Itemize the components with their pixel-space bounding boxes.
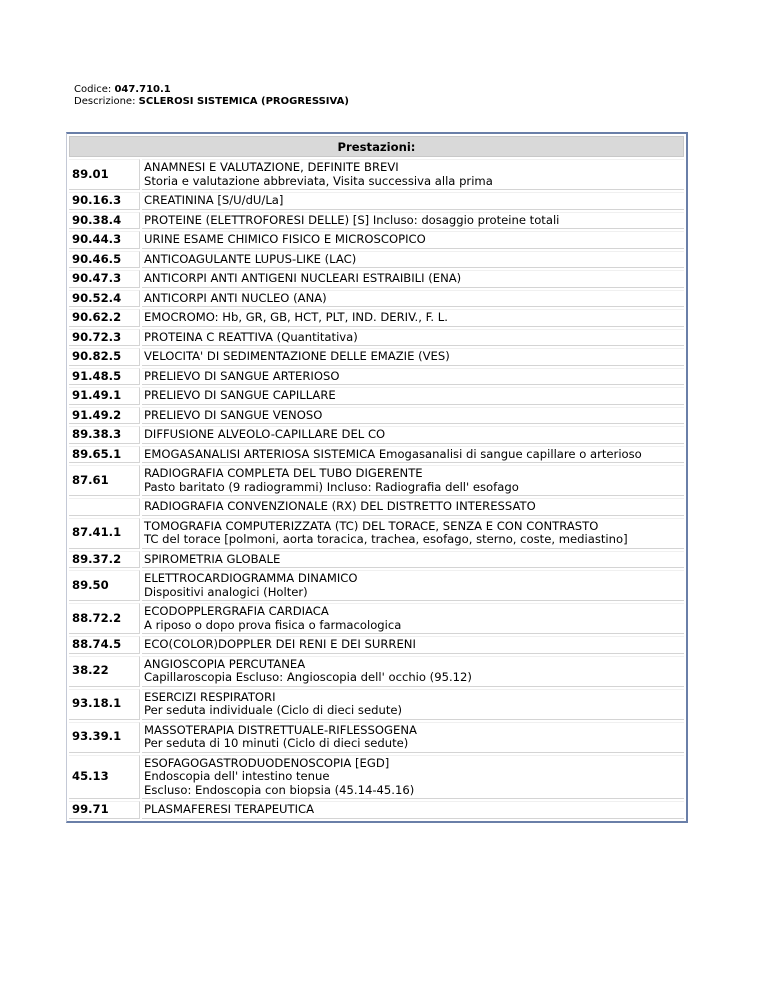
prestazione-description <box>142 465 684 496</box>
prestazione-description <box>142 755 684 800</box>
prestazione-description <box>142 636 684 654</box>
prestazione-description <box>142 159 684 190</box>
prestazione-code: 90.62.2 <box>69 309 140 327</box>
description-line: ELETTROCARDIOGRAMMA DINAMICO <box>144 571 358 585</box>
table-row <box>69 570 684 601</box>
prestazione-description <box>142 722 684 753</box>
prestazione-description <box>142 551 684 569</box>
description-line: DIFFUSIONE ALVEOLO-CAPILLARE DEL CO <box>144 427 386 441</box>
prestazione-description <box>142 498 684 516</box>
prestazione-code: 89.01 <box>69 159 140 190</box>
prestazione-description <box>142 290 684 308</box>
prestazione-code: 89.37.2 <box>69 551 140 569</box>
prestazione-description <box>142 231 684 249</box>
prestazione-description <box>142 348 684 366</box>
prestazione-description <box>142 270 684 288</box>
prestazione-code: 91.49.2 <box>69 407 140 425</box>
description-line: PRELIEVO DI SANGUE ARTERIOSO <box>144 368 340 383</box>
description-line: PLASMAFERESI TERAPEUTICA <box>144 802 315 816</box>
prestazione-description <box>142 387 684 405</box>
description-line: Storia e valutazione abbreviata, Visita successiva alla prima <box>144 173 493 188</box>
table-row <box>69 270 684 288</box>
descrizione-value: SCLEROSI SISTEMICA (PROGRESSIVA) <box>138 96 349 107</box>
description-line: SPIROMETRIA GLOBALE <box>144 551 281 566</box>
document-header <box>74 84 349 108</box>
description-line: ESOFAGOGASTRODUODENOSCOPIA [EGD] <box>144 755 390 770</box>
table-title: Prestazioni: <box>69 136 684 157</box>
description-line: RADIOGRAFIA COMPLETA DEL TUBO DIGERENTE <box>144 466 423 480</box>
prestazione-description <box>142 518 684 549</box>
descrizione-line <box>74 96 349 108</box>
table-row <box>69 551 684 569</box>
prestazione-code: 90.72.3 <box>69 329 140 347</box>
prestazione-description <box>142 192 684 210</box>
description-line: PROTEINA C REATTIVA (Quantitativa) <box>144 329 358 344</box>
table-row <box>69 309 684 327</box>
prestazione-code: 93.18.1 <box>69 689 140 720</box>
description-line: MASSOTERAPIA DISTRETTUALE-RIFLESSOGENA <box>144 722 417 737</box>
description-line: PRELIEVO DI SANGUE VENOSO <box>144 407 323 422</box>
prestazione-code: 90.82.5 <box>69 348 140 366</box>
description-line: CREATININA [S/U/dU/La] <box>144 193 284 207</box>
table-row <box>69 212 684 230</box>
table-row <box>69 603 684 634</box>
prestazioni-table <box>66 132 688 823</box>
table-row <box>69 192 684 210</box>
description-line: ANTICORPI ANTI ANTIGENI NUCLEARI ESTRAIBILI (ENA) <box>144 271 462 285</box>
prestazione-description <box>142 309 684 327</box>
prestazione-code <box>69 498 140 516</box>
prestazione-code: 88.72.2 <box>69 603 140 634</box>
prestazioni-table-container <box>68 132 686 823</box>
description-line: TOMOGRAFIA COMPUTERIZZATA (TC) DEL TORACE, SENZA E CON CONTRASTO <box>144 518 599 533</box>
prestazione-description <box>142 368 684 386</box>
prestazione-code: 90.47.3 <box>69 270 140 288</box>
description-line: ANTICOAGULANTE LUPUS-LIKE (LAC) <box>144 251 357 266</box>
table-row <box>69 329 684 347</box>
prestazione-code: 91.48.5 <box>69 368 140 386</box>
table-row <box>69 387 684 405</box>
prestazione-code: 90.44.3 <box>69 231 140 249</box>
prestazione-code: 93.39.1 <box>69 722 140 753</box>
prestazione-description <box>142 656 684 687</box>
prestazione-description <box>142 407 684 425</box>
table-row <box>69 722 684 753</box>
table-row <box>69 689 684 720</box>
codice-line <box>74 84 349 96</box>
codice-value: 047.710.1 <box>114 84 171 95</box>
description-line: Capillaroscopia Escluso: Angioscopia dell' occhio (95.12) <box>144 670 472 684</box>
table-row <box>69 636 684 654</box>
description-line: Endoscopia dell' intestino tenue <box>144 769 330 783</box>
prestazione-description <box>142 251 684 269</box>
description-line: ANAMNESI E VALUTAZIONE, DEFINITE BREVI <box>144 160 399 174</box>
description-line: VELOCITA' DI SEDIMENTAZIONE DELLE EMAZIE (VES) <box>144 349 450 363</box>
table-row <box>69 368 684 386</box>
prestazione-description <box>142 801 684 819</box>
prestazione-description <box>142 329 684 347</box>
description-line: URINE ESAME CHIMICO FISICO E MICROSCOPICO <box>144 232 426 246</box>
description-line: PROTEINE (ELETTROFORESI DELLE) [S] Incluso: dosaggio proteine totali <box>144 212 560 227</box>
prestazione-code: 89.38.3 <box>69 426 140 444</box>
prestazione-code: 90.38.4 <box>69 212 140 230</box>
description-line: EMOCROMO: Hb, GR, GB, HCT, PLT, IND. DERIV., F. L. <box>144 310 448 324</box>
description-line: Escluso: Endoscopia con biopsia (45.14-45.16) <box>144 782 415 797</box>
table-row <box>69 465 684 496</box>
prestazione-description <box>142 212 684 230</box>
codice-label: Codice: <box>74 84 112 95</box>
table-row <box>69 348 684 366</box>
prestazione-code: 87.61 <box>69 465 140 496</box>
table-row <box>69 159 684 190</box>
table-row <box>69 518 684 549</box>
prestazione-code: 90.16.3 <box>69 192 140 210</box>
table-row <box>69 251 684 269</box>
prestazione-code: 38.22 <box>69 656 140 687</box>
prestazione-description <box>142 446 684 464</box>
table-row <box>69 755 684 800</box>
table-header-row <box>69 136 684 157</box>
prestazione-description <box>142 570 684 601</box>
table-row <box>69 446 684 464</box>
prestazione-code: 88.74.5 <box>69 636 140 654</box>
description-line: PRELIEVO DI SANGUE CAPILLARE <box>144 388 336 402</box>
prestazione-description <box>142 603 684 634</box>
prestazione-code: 87.41.1 <box>69 518 140 549</box>
description-line: ECO(COLOR)DOPPLER DEI RENI E DEI SURRENI <box>144 637 416 651</box>
table-body <box>69 159 684 819</box>
description-line: ESERCIZI RESPIRATORI <box>144 689 276 704</box>
prestazione-code: 91.49.1 <box>69 387 140 405</box>
description-line: Per seduta individuale (Ciclo di dieci sedute) <box>144 703 403 717</box>
description-line: ECODOPPLERGRAFIA CARDIACA <box>144 604 329 618</box>
table-row <box>69 498 684 516</box>
prestazione-description <box>142 689 684 720</box>
description-line: ANTICORPI ANTI NUCLEO (ANA) <box>144 290 327 305</box>
table-row <box>69 426 684 444</box>
description-line: Dispositivi analogici (Holter) <box>144 584 308 599</box>
description-line: RADIOGRAFIA CONVENZIONALE (RX) DEL DISTRETTO INTERESSATO <box>144 499 536 513</box>
description-line: A riposo o dopo prova fisica o farmacologica <box>144 617 402 632</box>
table-row <box>69 407 684 425</box>
prestazione-code: 99.71 <box>69 801 140 819</box>
table-row <box>69 290 684 308</box>
description-line: Per seduta di 10 minuti (Ciclo di dieci sedute) <box>144 736 409 750</box>
prestazione-code: 89.65.1 <box>69 446 140 464</box>
descrizione-label: Descrizione: <box>74 96 136 107</box>
prestazione-code: 90.52.4 <box>69 290 140 308</box>
table-row <box>69 231 684 249</box>
description-line: ANGIOSCOPIA PERCUTANEA <box>144 656 306 671</box>
prestazione-description <box>142 426 684 444</box>
table-row <box>69 656 684 687</box>
prestazione-code: 89.50 <box>69 570 140 601</box>
description-line: EMOGASANALISI ARTERIOSA SISTEMICA Emogasanalisi di sangue capillare o arterioso <box>144 446 642 461</box>
description-line: Pasto baritato (9 radiogrammi) Incluso: Radiografia dell' esofago <box>144 479 519 494</box>
prestazione-code: 90.46.5 <box>69 251 140 269</box>
table-row <box>69 801 684 819</box>
prestazione-code: 45.13 <box>69 755 140 800</box>
description-line: TC del torace [polmoni, aorta toracica, trachea, esofago, sterno, coste, mediastino] <box>144 532 628 546</box>
